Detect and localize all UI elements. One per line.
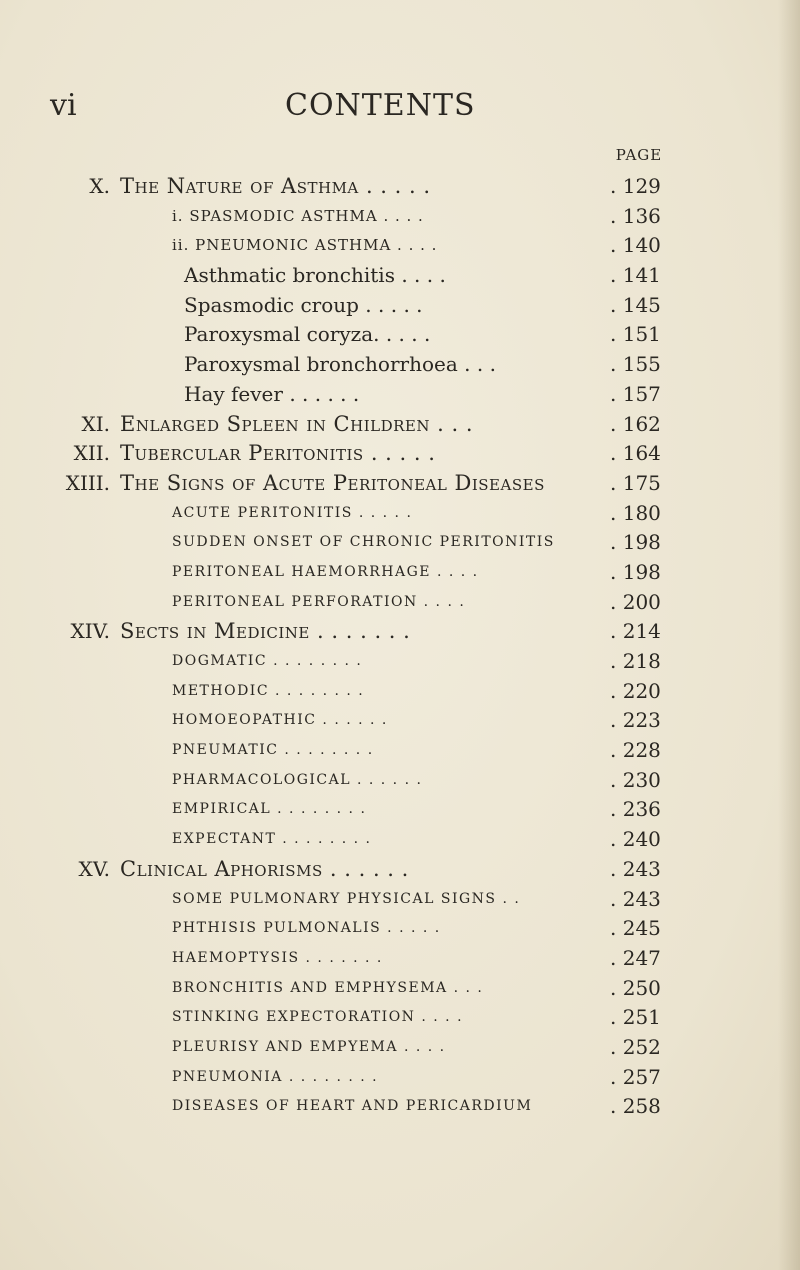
page-number: . 252: [610, 1034, 661, 1059]
entry-title: Paroxysmal bronchorrhoea . . .: [184, 352, 496, 377]
page-folio: vi: [50, 88, 77, 123]
entry-title: METHODIC . . . . . . . .: [172, 682, 365, 699]
page-number: . 200: [610, 589, 661, 614]
page-number: . 243: [610, 856, 661, 881]
page-number: . 198: [610, 530, 661, 555]
contents-entry: [0, 380, 800, 410]
chapter-number: X.: [89, 174, 110, 198]
entry-title: PERITONEAL HAEMORRHAGE . . . .: [172, 563, 479, 580]
contents-entry: [0, 1092, 800, 1122]
chapter-number: XIV.: [70, 619, 110, 644]
contents-list: [0, 172, 800, 1122]
page-header: [0, 88, 800, 128]
contents-entry: [0, 350, 800, 380]
contents-entry: [0, 1063, 800, 1093]
page-number: . 243: [610, 886, 661, 911]
page-column-label: PAGE: [615, 146, 663, 164]
page-number: . 175: [610, 470, 661, 495]
contents-entry: [0, 588, 800, 618]
contents-entry: [0, 885, 800, 915]
page-title: CONTENTS: [285, 88, 476, 123]
entry-title: PNEUMATIC . . . . . . . .: [172, 742, 374, 759]
page-number: . 129: [610, 174, 661, 198]
entry-title: Spasmodic croup . . . . .: [184, 292, 423, 317]
entry-title: SOME PULMONARY PHYSICAL SIGNS . .: [172, 890, 521, 907]
page-number: . 141: [610, 263, 661, 288]
contents-entry: [0, 528, 800, 558]
chapter-number: XI.: [81, 411, 110, 436]
page-number: . 250: [610, 975, 661, 1000]
page-number: . 214: [610, 619, 661, 644]
entry-title: PHARMACOLOGICAL . . . . . .: [172, 771, 423, 788]
contents-entry: [0, 617, 800, 647]
contents-entry: [0, 736, 800, 766]
page-number: . 245: [610, 916, 661, 941]
contents-entry: [0, 320, 800, 350]
entry-title: Sects in Medicine . . . . . . .: [120, 619, 411, 644]
contents-entry: [0, 1033, 800, 1063]
contents-entry: [0, 855, 800, 885]
contents-entry: [0, 914, 800, 944]
entry-title: Tubercular Peritonitis . . . . .: [120, 441, 436, 466]
contents-entry: [0, 647, 800, 677]
entry-title: The Signs of Acute Peritoneal Diseases: [120, 470, 545, 495]
contents-entry: [0, 439, 800, 469]
page-number: . 155: [610, 352, 661, 377]
contents-entry: [0, 558, 800, 588]
entry-title: EMPIRICAL . . . . . . . .: [172, 801, 367, 818]
entry-title: PLEURISY AND EMPYEMA . . . .: [172, 1038, 446, 1055]
page-number: . 236: [610, 797, 661, 822]
contents-entry: [0, 231, 800, 261]
page-number: . 218: [610, 649, 661, 673]
entry-title: PHTHISIS PULMONALIS . . . . .: [172, 920, 441, 937]
page-number: . 251: [610, 1005, 661, 1030]
entry-title: DOGMATIC . . . . . . . .: [172, 653, 363, 669]
contents-entry: [0, 944, 800, 974]
contents-entry: [0, 766, 800, 796]
entry-title: Paroxysmal coryza. . . . .: [184, 322, 431, 347]
contents-entry: [0, 974, 800, 1004]
contents-entry: [0, 795, 800, 825]
entry-title: HAEMOPTYSIS . . . . . . .: [172, 949, 383, 966]
page-number: . 223: [610, 708, 661, 733]
entry-title: i. SPASMODIC ASTHMA . . . .: [172, 206, 424, 225]
page-number: . 230: [610, 767, 661, 792]
page-number: . 198: [610, 559, 661, 584]
entry-title: EXPECTANT . . . . . . . .: [172, 831, 372, 848]
page-number: . 157: [610, 381, 661, 406]
contents-entry: [0, 825, 800, 855]
contents-entry: [0, 1003, 800, 1033]
page-number: . 164: [610, 441, 661, 466]
page-number: . 145: [610, 292, 661, 317]
page-number: . 240: [610, 827, 661, 852]
contents-entry: [0, 677, 800, 707]
entry-title: HOMOEOPATHIC . . . . . .: [172, 712, 388, 729]
contents-entry: [0, 706, 800, 736]
page-number: . 257: [610, 1064, 661, 1089]
entry-title: DISEASES OF HEART AND PERICARDIUM: [172, 1098, 533, 1115]
entry-title: ACUTE PERITONITIS . . . . .: [172, 504, 413, 521]
page-number: . 162: [610, 411, 661, 436]
contents-entry: [0, 410, 800, 440]
chapter-number: XIII.: [65, 470, 110, 495]
page-number: . 136: [610, 203, 661, 228]
entry-title: The Nature of Asthma . . . . .: [120, 174, 431, 198]
page-number: . 151: [610, 322, 661, 347]
entry-title: SUDDEN ONSET OF CHRONIC PERITONITIS: [172, 534, 555, 551]
page-number: . 140: [610, 233, 661, 258]
contents-entry: [0, 202, 800, 232]
entry-title: ii. PNEUMONIC ASTHMA . . . .: [172, 236, 438, 255]
page-number: . 228: [610, 738, 661, 763]
entry-title: Hay fever . . . . . .: [184, 381, 360, 406]
chapter-number: XV.: [78, 856, 110, 881]
page-number: . 247: [610, 945, 661, 970]
entry-title: Clinical Aphorisms . . . . . .: [120, 856, 409, 881]
entry-title: STINKING EXPECTORATION . . . .: [172, 1009, 464, 1026]
contents-entry: [0, 469, 800, 499]
chapter-number: XII.: [73, 441, 110, 466]
entry-title: Asthmatic bronchitis . . . .: [184, 263, 446, 288]
entry-title: Enlarged Spleen in Children . . .: [120, 411, 474, 436]
page-number: . 180: [610, 500, 661, 525]
entry-title: PERITONEAL PERFORATION . . . .: [172, 593, 466, 610]
contents-entry: [0, 291, 800, 321]
contents-entry: [0, 499, 800, 529]
entry-title: BRONCHITIS AND EMPHYSEMA . . .: [172, 979, 484, 996]
entry-title: PNEUMONIA . . . . . . . .: [172, 1068, 379, 1085]
page-number: . 220: [610, 678, 661, 703]
page-number: . 258: [610, 1094, 661, 1119]
contents-entry: [0, 261, 800, 291]
contents-entry: [0, 172, 800, 202]
